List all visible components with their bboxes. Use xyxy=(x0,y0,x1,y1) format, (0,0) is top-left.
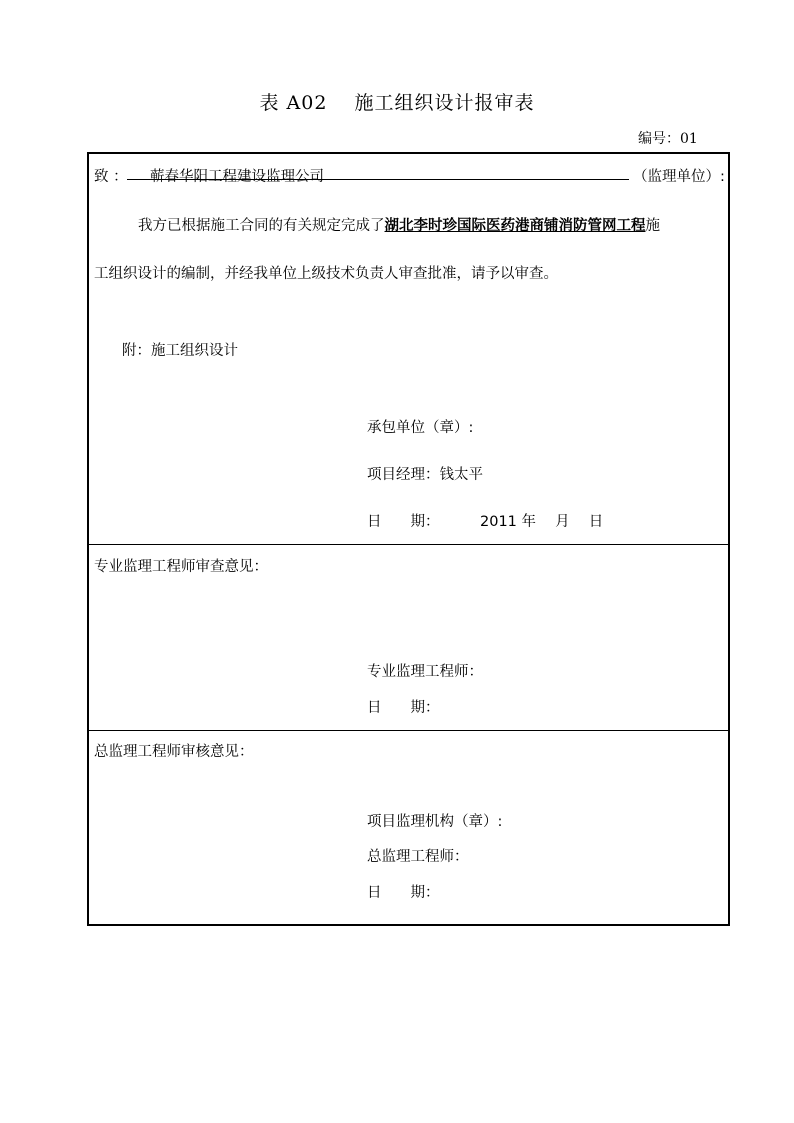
engineer-review-heading: 专业监理工程师审查意见： xyxy=(94,559,268,575)
to-prefix: 致 ： xyxy=(94,169,128,185)
chief-engineer-label: 总监理工程师： xyxy=(367,849,469,865)
recipient-name: 蕲春华阳工程建设监理公司 xyxy=(150,169,324,185)
date-value-1: 2011 年 月 日 xyxy=(480,514,604,530)
date-label-3: 日 期： xyxy=(367,885,440,901)
date-label-1: 日 期： xyxy=(367,514,440,530)
recipient-underline xyxy=(127,179,629,180)
attachment-label: 附：施工组织设计 xyxy=(122,343,238,359)
supervision-org-label: 项目监理机构（章）: xyxy=(367,814,503,830)
body-line-1-post: 施 xyxy=(645,218,660,234)
date-label-2: 日 期： xyxy=(367,700,440,716)
body-line-1-pre: 我方已根据施工合同的有关规定完成了 xyxy=(138,218,385,234)
section-divider-1 xyxy=(89,544,728,545)
engineer-label: 专业监理工程师： xyxy=(367,664,483,680)
body-line-1 xyxy=(138,214,660,235)
section-divider-2 xyxy=(89,730,728,731)
contractor-label: 承包单位（章）: xyxy=(367,420,474,436)
body-line-2: 工组织设计的编制，并经我单位上级技术负责人审查批准，请予以审查。 xyxy=(94,266,558,282)
project-name: 湖北李时珍国际医药港商铺消防管网工程 xyxy=(384,218,646,234)
recipient-suffix: （监理单位）: xyxy=(633,169,725,185)
project-manager-label: 项目经理：钱太平 xyxy=(367,467,483,483)
chief-review-heading: 总监理工程师审核意见： xyxy=(94,744,254,760)
form-title: 表 A02 施工组织设计报审表 xyxy=(259,92,535,114)
serial-number: 编号：01 xyxy=(638,131,698,147)
